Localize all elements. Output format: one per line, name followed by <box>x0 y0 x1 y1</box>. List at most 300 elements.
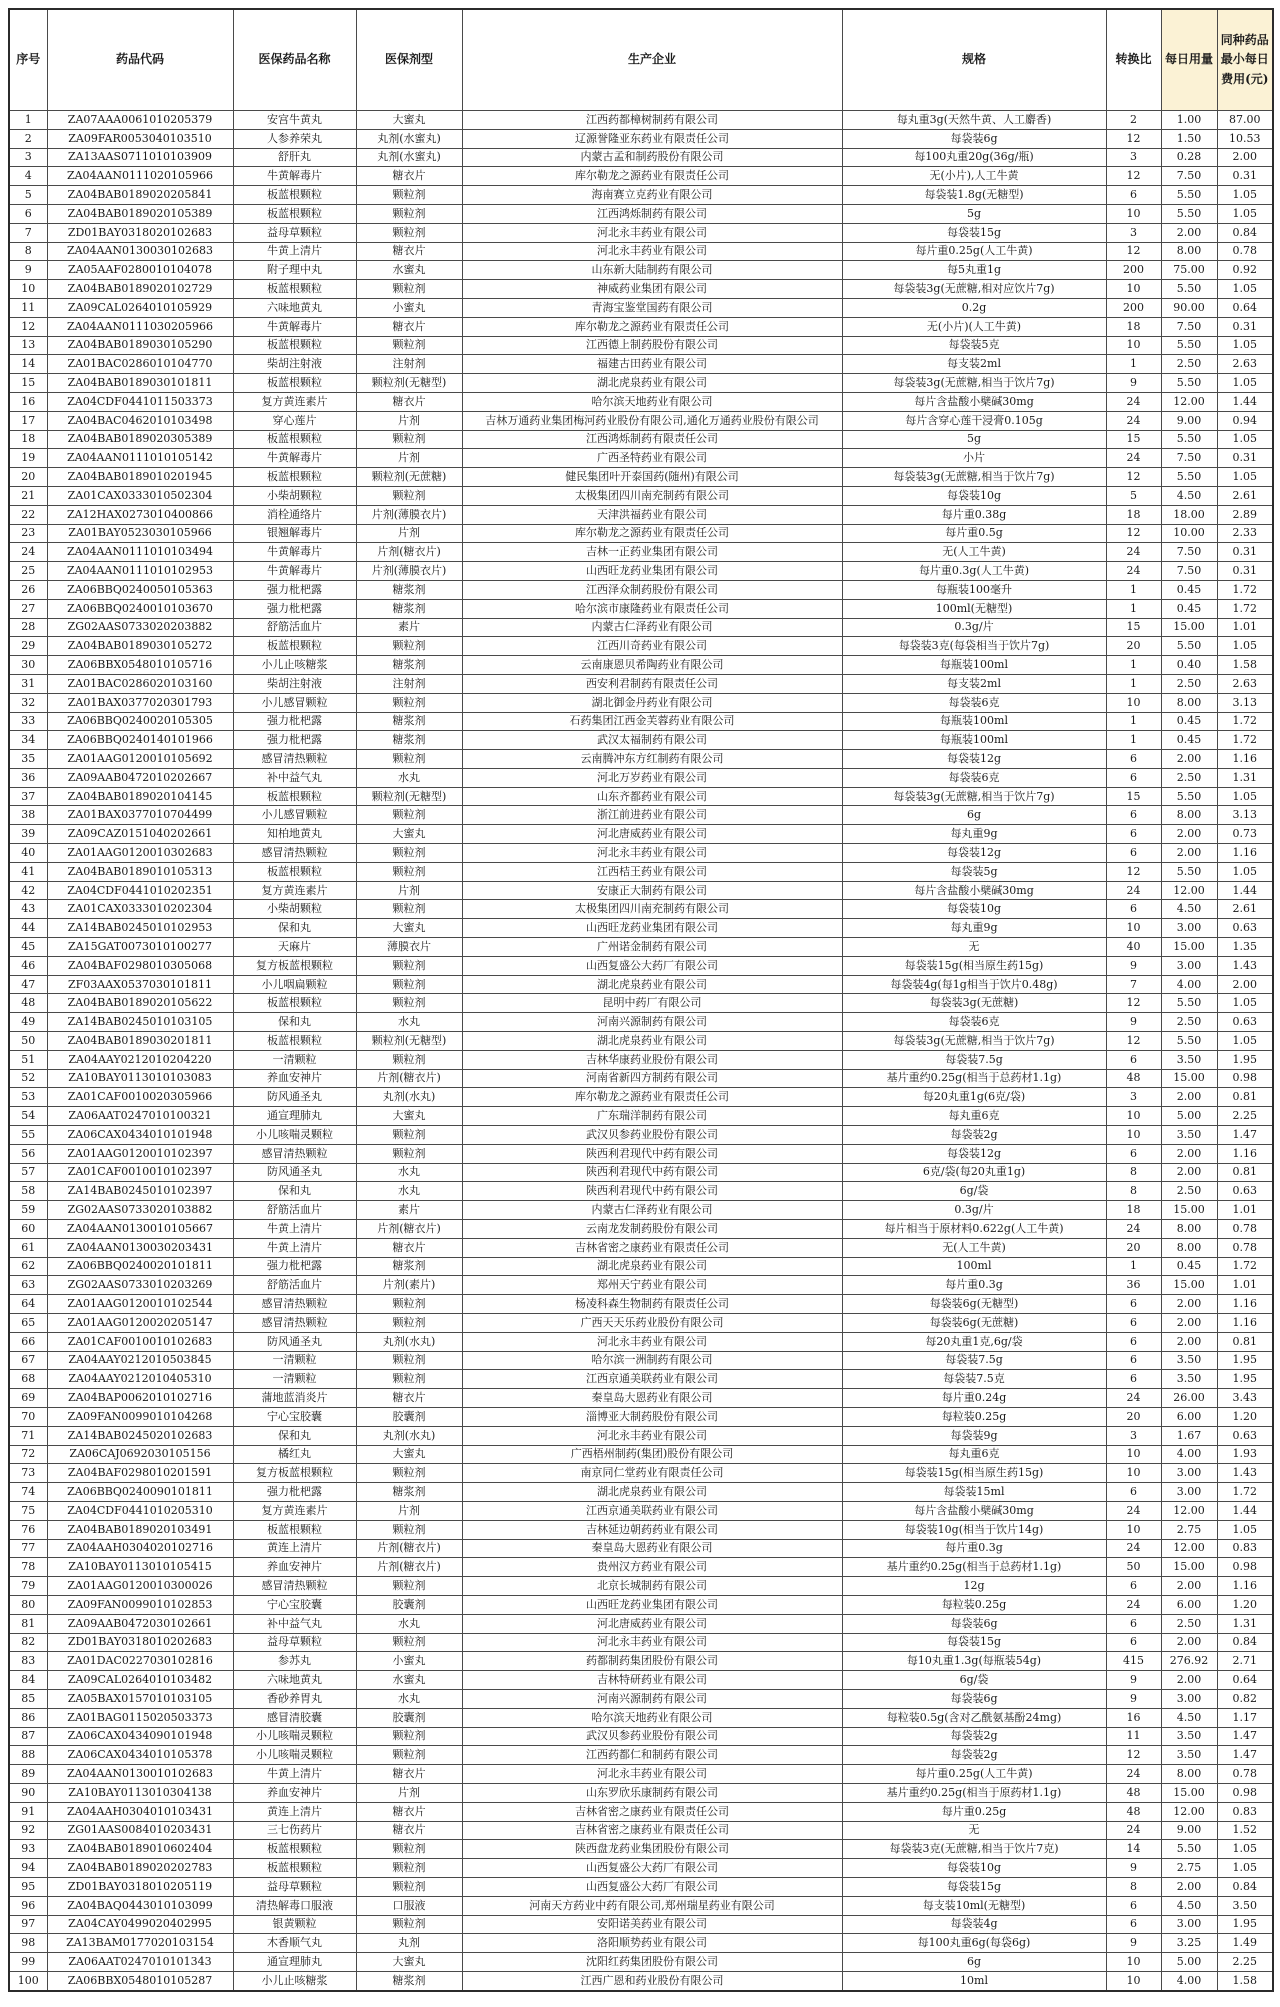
drug-name-cell: 强力枇杷露 <box>233 731 356 750</box>
dosage-form-cell: 颗粒剂 <box>356 486 462 505</box>
drug-name-cell: 保和丸 <box>233 919 356 938</box>
table-row <box>9 1389 1273 1408</box>
conversion-ratio-cell: 12 <box>1106 468 1161 487</box>
daily-dose-cell: 2.00 <box>1161 1633 1217 1652</box>
daily-dose-cell: 5.50 <box>1161 994 1217 1013</box>
conversion-ratio-cell: 9 <box>1106 1013 1161 1032</box>
drug-name-cell: 板蓝根颗粒 <box>233 637 356 656</box>
drug-name-cell: 安宫牛黄丸 <box>233 111 356 130</box>
manufacturer-cell: 浙江前进药业有限公司 <box>462 806 842 825</box>
dosage-form-cell: 糖浆剂 <box>356 1257 462 1276</box>
daily-dose-cell: 2.00 <box>1161 1314 1217 1333</box>
drug-code-cell: ZA06BBX0548010105287 <box>47 1971 233 1990</box>
min-daily-cost-cell: 1.05 <box>1217 1032 1273 1051</box>
min-daily-cost-cell: 1.95 <box>1217 1050 1273 1069</box>
drug-code-cell: ZA04AAN0111010102953 <box>47 562 233 581</box>
table-row <box>9 298 1273 317</box>
min-daily-cost-cell: 1.72 <box>1217 1483 1273 1502</box>
min-daily-cost-cell: 1.95 <box>1217 1370 1273 1389</box>
serial-cell: 11 <box>9 298 47 317</box>
serial-cell: 75 <box>9 1501 47 1520</box>
daily-dose-cell: 2.00 <box>1161 750 1217 769</box>
drug-code-cell: ZG01AAS0084010203431 <box>47 1821 233 1840</box>
drug-name-cell: 强力枇杷露 <box>233 599 356 618</box>
conversion-ratio-cell: 10 <box>1106 1971 1161 1990</box>
conversion-ratio-cell: 20 <box>1106 1238 1161 1257</box>
min-daily-cost-cell: 0.63 <box>1217 1182 1273 1201</box>
conversion-ratio-cell: 6 <box>1106 1915 1161 1934</box>
drug-name-cell: 一清颗粒 <box>233 1370 356 1389</box>
table-row <box>9 1126 1273 1145</box>
drug-code-cell: ZA04BAB0189020102729 <box>47 280 233 299</box>
spec-cell: 每袋装15g(相当原生药15g) <box>842 1464 1106 1483</box>
dosage-form-cell: 口服液 <box>356 1896 462 1915</box>
serial-cell: 7 <box>9 223 47 242</box>
conversion-ratio-cell: 24 <box>1106 411 1161 430</box>
min-daily-cost-cell: 0.73 <box>1217 825 1273 844</box>
drug-code-cell: ZA09FAN0099010102853 <box>47 1595 233 1614</box>
spec-cell: 每片重0.25g <box>842 1802 1106 1821</box>
drug-name-cell: 感冒清热颗粒 <box>233 1144 356 1163</box>
manufacturer-cell: 太极集团四川南充制药有限公司 <box>462 486 842 505</box>
drug-name-cell: 益母草颗粒 <box>233 1877 356 1896</box>
serial-cell: 13 <box>9 336 47 355</box>
min-daily-cost-cell: 1.05 <box>1217 336 1273 355</box>
drug-code-cell: ZA04BAB0189020202783 <box>47 1859 233 1878</box>
min-daily-cost-cell: 1.05 <box>1217 1520 1273 1539</box>
daily-dose-cell: 3.00 <box>1161 1915 1217 1934</box>
daily-dose-cell: 1.50 <box>1161 129 1217 148</box>
table-row <box>9 956 1273 975</box>
dosage-form-cell: 片剂(薄膜衣片) <box>356 505 462 524</box>
dosage-form-cell: 水丸 <box>356 1614 462 1633</box>
serial-cell: 39 <box>9 825 47 844</box>
dosage-form-cell: 片剂(糖衣片) <box>356 1069 462 1088</box>
min-daily-cost-cell: 2.63 <box>1217 674 1273 693</box>
table-row <box>9 468 1273 487</box>
table-row <box>9 1032 1273 1051</box>
dosage-form-cell: 水丸 <box>356 768 462 787</box>
drug-code-cell: ZA04BAB0189010105313 <box>47 862 233 881</box>
drug-code-cell: ZA04AAN0111010103494 <box>47 543 233 562</box>
min-daily-cost-cell: 0.81 <box>1217 1088 1273 1107</box>
drug-name-cell: 一清颗粒 <box>233 1050 356 1069</box>
drug-name-cell: 银翘解毒片 <box>233 524 356 543</box>
dosage-form-cell: 颗粒剂(无糖型) <box>356 1032 462 1051</box>
spec-cell: 每袋装10g <box>842 486 1106 505</box>
dosage-form-cell: 胶囊剂 <box>356 1595 462 1614</box>
drug-code-cell: ZA01BAX0377020301793 <box>47 693 233 712</box>
spec-cell: 每袋装3g(无蔗糖,相当于饮片7g) <box>842 374 1106 393</box>
table-row <box>9 1802 1273 1821</box>
daily-dose-cell: 2.00 <box>1161 1144 1217 1163</box>
table-row <box>9 1351 1273 1370</box>
conversion-ratio-cell: 415 <box>1106 1652 1161 1671</box>
dosage-form-cell: 颗粒剂 <box>356 1314 462 1333</box>
conversion-ratio-cell: 6 <box>1106 844 1161 863</box>
manufacturer-cell: 江西桔王药业有限公司 <box>462 862 842 881</box>
min-daily-cost-cell: 1.35 <box>1217 938 1273 957</box>
drug-name-cell: 牛黄解毒片 <box>233 543 356 562</box>
daily-dose-cell: 90.00 <box>1161 298 1217 317</box>
conversion-ratio-cell: 12 <box>1106 242 1161 261</box>
drug-code-cell: ZA04BAB0189010201945 <box>47 468 233 487</box>
dosage-form-cell: 水丸 <box>356 1163 462 1182</box>
conversion-ratio-cell: 15 <box>1106 430 1161 449</box>
dosage-form-cell: 大蜜丸 <box>356 1445 462 1464</box>
spec-cell: 0.3g/片 <box>842 618 1106 637</box>
manufacturer-cell: 杨凌科森生物制药有限责任公司 <box>462 1295 842 1314</box>
table-row <box>9 938 1273 957</box>
min-daily-cost-cell: 1.52 <box>1217 1821 1273 1840</box>
spec-cell: 每袋装3克(每袋相当于饮片7g) <box>842 637 1106 656</box>
conversion-ratio-cell: 1 <box>1106 712 1161 731</box>
dosage-form-cell: 丸剂(水丸) <box>356 1426 462 1445</box>
serial-cell: 67 <box>9 1351 47 1370</box>
serial-cell: 58 <box>9 1182 47 1201</box>
daily-dose-cell: 5.50 <box>1161 1840 1217 1859</box>
min-daily-cost-cell: 1.72 <box>1217 731 1273 750</box>
serial-cell: 98 <box>9 1934 47 1953</box>
table-row <box>9 1614 1273 1633</box>
manufacturer-cell: 武汉贝参药业股份有限公司 <box>462 1126 842 1145</box>
drug-code-cell: ZA06AAT0247010100321 <box>47 1107 233 1126</box>
drug-code-cell: ZA04BAF0298010201591 <box>47 1464 233 1483</box>
spec-cell: 无(小片)(人工牛黄) <box>842 317 1106 336</box>
table-row <box>9 1896 1273 1915</box>
conversion-ratio-cell: 14 <box>1106 1840 1161 1859</box>
drug-code-cell: ZA04AAN0130010105667 <box>47 1220 233 1239</box>
daily-dose-cell: 18.00 <box>1161 505 1217 524</box>
conversion-ratio-cell: 24 <box>1106 1765 1161 1784</box>
conversion-ratio-cell: 24 <box>1106 1821 1161 1840</box>
drug-code-cell: ZD01BAY0318010202683 <box>47 1633 233 1652</box>
manufacturer-cell: 河北永丰药业有限公司 <box>462 1633 842 1652</box>
table-row <box>9 1013 1273 1032</box>
manufacturer-cell: 库尔勒龙之源药业有限责任公司 <box>462 317 842 336</box>
spec-cell: 每袋装12g <box>842 1144 1106 1163</box>
min-daily-cost-cell: 3.50 <box>1217 1896 1273 1915</box>
table-row <box>9 1971 1273 1990</box>
serial-cell: 27 <box>9 599 47 618</box>
daily-dose-cell: 2.00 <box>1161 1671 1217 1690</box>
min-daily-cost-cell: 1.05 <box>1217 1859 1273 1878</box>
drug-code-cell: ZA06BBQ0240020101811 <box>47 1257 233 1276</box>
spec-cell: 每丸重6克 <box>842 1107 1106 1126</box>
spec-cell: 每片重0.3g <box>842 1276 1106 1295</box>
dosage-form-cell: 颗粒剂 <box>356 1746 462 1765</box>
drug-code-cell: ZA14BAB0245020102683 <box>47 1426 233 1445</box>
manufacturer-cell: 广西梧州制药(集团)股份有限公司 <box>462 1445 842 1464</box>
table-row <box>9 129 1273 148</box>
drug-code-cell: ZA06CAX0434090101948 <box>47 1727 233 1746</box>
table-row <box>9 1220 1273 1239</box>
serial-cell: 62 <box>9 1257 47 1276</box>
serial-cell: 61 <box>9 1238 47 1257</box>
dosage-form-cell: 颗粒剂(无蔗糖) <box>356 468 462 487</box>
conversion-ratio-cell: 10 <box>1106 1107 1161 1126</box>
spec-cell: 每100丸重6g(每袋6g) <box>842 1934 1106 1953</box>
daily-dose-cell: 0.45 <box>1161 599 1217 618</box>
manufacturer-cell: 江西药都仁和制药有限公司 <box>462 1746 842 1765</box>
dosage-form-cell: 颗粒剂 <box>356 204 462 223</box>
spec-cell: 每片含盐酸小檗碱30mg <box>842 1501 1106 1520</box>
spec-cell: 每片含盐酸小檗碱30mg <box>842 392 1106 411</box>
daily-dose-cell: 7.50 <box>1161 562 1217 581</box>
daily-dose-cell: 8.00 <box>1161 1238 1217 1257</box>
serial-cell: 20 <box>9 468 47 487</box>
drug-name-cell: 感冒清热颗粒 <box>233 844 356 863</box>
drug-name-cell: 防风通圣丸 <box>233 1332 356 1351</box>
min-daily-cost-cell: 1.72 <box>1217 712 1273 731</box>
dosage-form-cell: 颗粒剂 <box>356 994 462 1013</box>
drug-code-cell: ZA09AAB0472010202667 <box>47 768 233 787</box>
drug-code-cell: ZA04BAB0189020104145 <box>47 787 233 806</box>
drug-code-cell: ZA01CAF0010020305966 <box>47 1088 233 1107</box>
daily-dose-cell: 8.00 <box>1161 1220 1217 1239</box>
serial-cell: 48 <box>9 994 47 1013</box>
spec-cell: 10ml <box>842 1971 1106 1990</box>
drug-name-cell: 复方黄连素片 <box>233 1501 356 1520</box>
dosage-form-cell: 片剂(糖衣片) <box>356 1220 462 1239</box>
drug-code-cell: ZA04BAB0189020205841 <box>47 186 233 205</box>
manufacturer-cell: 河南兴源制药有限公司 <box>462 1689 842 1708</box>
spec-cell: 每袋装12g <box>842 844 1106 863</box>
manufacturer-cell: 湖北虎泉药业有限公司 <box>462 1032 842 1051</box>
drug-name-cell: 三七伤药片 <box>233 1821 356 1840</box>
manufacturer-cell: 江西鸿烁制药有限公司 <box>462 204 842 223</box>
spec-cell: 100ml(无糖型) <box>842 599 1106 618</box>
drug-name-cell: 小儿咳喘灵颗粒 <box>233 1126 356 1145</box>
daily-dose-cell: 2.50 <box>1161 674 1217 693</box>
min-daily-cost-cell: 0.63 <box>1217 1013 1273 1032</box>
serial-cell: 71 <box>9 1426 47 1445</box>
min-daily-cost-cell: 0.31 <box>1217 562 1273 581</box>
serial-cell: 85 <box>9 1689 47 1708</box>
drug-code-cell: ZA06CAJ0692030105156 <box>47 1445 233 1464</box>
dosage-form-cell: 糖浆剂 <box>356 712 462 731</box>
drug-name-cell: 小柴胡颗粒 <box>233 486 356 505</box>
spec-cell: 6g <box>842 806 1106 825</box>
serial-cell: 76 <box>9 1520 47 1539</box>
daily-dose-cell: 3.00 <box>1161 1483 1217 1502</box>
manufacturer-cell: 南京同仁堂药业有限责任公司 <box>462 1464 842 1483</box>
drug-code-cell: ZA09AAB0472030102661 <box>47 1614 233 1633</box>
conversion-ratio-cell: 10 <box>1106 1953 1161 1972</box>
spec-cell: 每袋装3g(无蔗糖) <box>842 994 1106 1013</box>
drug-name-cell: 小儿咽扁颗粒 <box>233 975 356 994</box>
serial-cell: 1 <box>9 111 47 130</box>
dosage-form-cell: 片剂 <box>356 1783 462 1802</box>
min-daily-cost-cell: 1.58 <box>1217 1971 1273 1990</box>
spec-cell: 无(小片),人工牛黄 <box>842 167 1106 186</box>
drug-name-cell: 补中益气丸 <box>233 768 356 787</box>
daily-dose-cell: 4.50 <box>1161 1708 1217 1727</box>
daily-dose-cell: 3.50 <box>1161 1727 1217 1746</box>
spec-cell: 每片含穿心莲干浸膏0.105g <box>842 411 1106 430</box>
manufacturer-cell: 西安利君制药有限责任公司 <box>462 674 842 693</box>
serial-cell: 57 <box>9 1163 47 1182</box>
manufacturer-cell: 哈尔滨天地药业有限公司 <box>462 1708 842 1727</box>
table-row <box>9 1783 1273 1802</box>
spec-cell: 每袋装10g(相当于饮片14g) <box>842 1520 1106 1539</box>
min-daily-cost-cell: 0.94 <box>1217 411 1273 430</box>
drug-name-cell: 强力枇杷露 <box>233 1483 356 1502</box>
manufacturer-cell: 河南省新四方制药有限公司 <box>462 1069 842 1088</box>
drug-name-cell: 感冒清胶囊 <box>233 1708 356 1727</box>
drug-code-cell: ZA04CDF0441010202351 <box>47 881 233 900</box>
min-daily-cost-cell: 1.58 <box>1217 656 1273 675</box>
min-daily-cost-cell: 1.05 <box>1217 1840 1273 1859</box>
conversion-ratio-cell: 9 <box>1106 1671 1161 1690</box>
conversion-ratio-cell: 9 <box>1106 1934 1161 1953</box>
daily-dose-cell: 0.45 <box>1161 712 1217 731</box>
conversion-ratio-cell: 6 <box>1106 1050 1161 1069</box>
dosage-form-cell: 丸剂 <box>356 1934 462 1953</box>
drug-name-cell: 复方黄连素片 <box>233 392 356 411</box>
manufacturer-cell: 北京长城制药有限公司 <box>462 1577 842 1596</box>
daily-dose-cell: 4.00 <box>1161 1971 1217 1990</box>
spec-cell: 每5丸重1g <box>842 261 1106 280</box>
drug-name-cell: 复方黄连素片 <box>233 881 356 900</box>
drug-code-cell: ZA10BAY0113010103083 <box>47 1069 233 1088</box>
manufacturer-cell: 药都制药集团股份有限公司 <box>462 1652 842 1671</box>
conversion-ratio-cell: 6 <box>1106 1332 1161 1351</box>
conversion-ratio-cell: 11 <box>1106 1727 1161 1746</box>
spec-cell: 0.2g <box>842 298 1106 317</box>
table-row <box>9 1633 1273 1652</box>
daily-dose-cell: 5.50 <box>1161 637 1217 656</box>
daily-dose-cell: 6.00 <box>1161 1595 1217 1614</box>
table-row <box>9 1859 1273 1878</box>
serial-cell: 100 <box>9 1971 47 1990</box>
min-daily-cost-cell: 0.64 <box>1217 1671 1273 1690</box>
drug-code-cell: ZA01BAX0377010704499 <box>47 806 233 825</box>
manufacturer-cell: 吉林一正药业集团有限公司 <box>462 543 842 562</box>
table-row <box>9 806 1273 825</box>
drug-name-cell: 舒筋活血片 <box>233 618 356 637</box>
daily-dose-cell: 9.00 <box>1161 1821 1217 1840</box>
min-daily-cost-cell: 0.63 <box>1217 1426 1273 1445</box>
table-row <box>9 204 1273 223</box>
drug-name-cell: 感冒清热颗粒 <box>233 1295 356 1314</box>
manufacturer-cell: 安康正大制药有限公司 <box>462 881 842 900</box>
daily-dose-cell: 3.50 <box>1161 1050 1217 1069</box>
spec-cell: 每袋装15g(相当原生药15g) <box>842 956 1106 975</box>
table-row <box>9 1314 1273 1333</box>
manufacturer-cell: 郑州天宁药业有限公司 <box>462 1276 842 1295</box>
spec-cell: 6g/袋 <box>842 1182 1106 1201</box>
manufacturer-cell: 湖北御金丹药业有限公司 <box>462 693 842 712</box>
serial-cell: 49 <box>9 1013 47 1032</box>
serial-cell: 37 <box>9 787 47 806</box>
serial-cell: 83 <box>9 1652 47 1671</box>
table-row <box>9 750 1273 769</box>
daily-dose-cell: 3.00 <box>1161 919 1217 938</box>
spec-cell: 每片重0.24g <box>842 1389 1106 1408</box>
table-row <box>9 411 1273 430</box>
drug-code-cell: ZA04BAB0189020105622 <box>47 994 233 1013</box>
conversion-ratio-cell: 9 <box>1106 1689 1161 1708</box>
spec-cell: 每袋装6克 <box>842 1013 1106 1032</box>
serial-cell: 32 <box>9 693 47 712</box>
table-row <box>9 374 1273 393</box>
col-header-drug-name: 医保药品名称 <box>233 9 356 111</box>
daily-dose-cell: 5.50 <box>1161 1032 1217 1051</box>
daily-dose-cell: 2.00 <box>1161 1577 1217 1596</box>
conversion-ratio-cell: 6 <box>1106 1370 1161 1389</box>
serial-cell: 41 <box>9 862 47 881</box>
table-row <box>9 1069 1273 1088</box>
manufacturer-cell: 哈尔滨市康隆药业有限责任公司 <box>462 599 842 618</box>
daily-dose-cell: 3.50 <box>1161 1370 1217 1389</box>
conversion-ratio-cell: 16 <box>1106 1708 1161 1727</box>
drug-code-cell: ZA04AAN0111020105966 <box>47 167 233 186</box>
conversion-ratio-cell: 9 <box>1106 956 1161 975</box>
drug-code-cell: ZA01DAC0227030102816 <box>47 1652 233 1671</box>
drug-name-cell: 牛黄解毒片 <box>233 167 356 186</box>
drug-price-table <box>8 8 1274 1992</box>
manufacturer-cell: 湖北虎泉药业有限公司 <box>462 374 842 393</box>
serial-cell: 64 <box>9 1295 47 1314</box>
serial-cell: 47 <box>9 975 47 994</box>
table-row <box>9 317 1273 336</box>
manufacturer-cell: 吉林省密之康药业有限责任公司 <box>462 1802 842 1821</box>
spec-cell: 0.3g/片 <box>842 1201 1106 1220</box>
drug-code-cell: ZA06BBQ0240010103670 <box>47 599 233 618</box>
spec-cell: 每袋装15ml <box>842 1483 1106 1502</box>
spec-cell: 每袋装3g(无蔗糖,相当于饮片7g) <box>842 468 1106 487</box>
manufacturer-cell: 河南兴源制药有限公司 <box>462 1013 842 1032</box>
manufacturer-cell: 库尔勒龙之源药业有限责任公司 <box>462 524 842 543</box>
table-row <box>9 599 1273 618</box>
serial-cell: 24 <box>9 543 47 562</box>
spec-cell: 6g <box>842 1953 1106 1972</box>
drug-name-cell: 板蓝根颗粒 <box>233 1859 356 1878</box>
dosage-form-cell: 颗粒剂 <box>356 1877 462 1896</box>
serial-cell: 60 <box>9 1220 47 1239</box>
conversion-ratio-cell: 24 <box>1106 562 1161 581</box>
table-row <box>9 1671 1273 1690</box>
daily-dose-cell: 1.67 <box>1161 1426 1217 1445</box>
conversion-ratio-cell: 2 <box>1106 111 1161 130</box>
min-daily-cost-cell: 0.84 <box>1217 223 1273 242</box>
dosage-form-cell: 糖衣片 <box>356 1765 462 1784</box>
drug-code-cell: ZA04BAB0189030201811 <box>47 1032 233 1051</box>
min-daily-cost-cell: 1.72 <box>1217 599 1273 618</box>
daily-dose-cell: 3.00 <box>1161 1689 1217 1708</box>
drug-name-cell: 强力枇杷露 <box>233 712 356 731</box>
min-daily-cost-cell: 0.81 <box>1217 1163 1273 1182</box>
serial-cell: 44 <box>9 919 47 938</box>
spec-cell: 每20丸重1克,6g/袋 <box>842 1332 1106 1351</box>
table-row <box>9 505 1273 524</box>
serial-cell: 96 <box>9 1896 47 1915</box>
min-daily-cost-cell: 0.63 <box>1217 919 1273 938</box>
spec-cell: 每袋装7.5克 <box>842 1370 1106 1389</box>
manufacturer-cell: 河北万岁药业有限公司 <box>462 768 842 787</box>
min-daily-cost-cell: 0.98 <box>1217 1783 1273 1802</box>
min-daily-cost-cell: 3.43 <box>1217 1389 1273 1408</box>
drug-name-cell: 强力枇杷露 <box>233 580 356 599</box>
conversion-ratio-cell: 1 <box>1106 355 1161 374</box>
manufacturer-cell: 河北永丰药业有限公司 <box>462 242 842 261</box>
min-daily-cost-cell: 0.78 <box>1217 1220 1273 1239</box>
drug-code-cell: ZA04BAC0462010103498 <box>47 411 233 430</box>
manufacturer-cell: 吉林华康药业股份有限公司 <box>462 1050 842 1069</box>
spec-cell: 每20丸重1g(6克/袋) <box>842 1088 1106 1107</box>
conversion-ratio-cell: 5 <box>1106 486 1161 505</box>
